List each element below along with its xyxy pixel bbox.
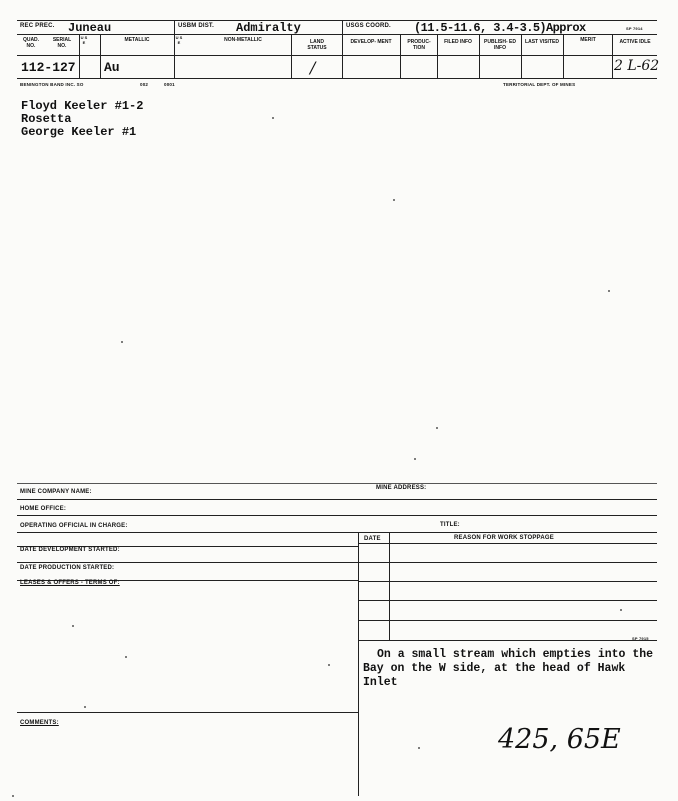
col-quad: QUAD. NO. [22,37,40,49]
rec-prec-value: Juneau [68,21,112,35]
code-2: 0001 [164,82,175,87]
code-1: 002 [140,82,149,87]
date-prod-started-label: DATE PRODUCTION STARTED: [20,565,115,571]
leases-label: LEASES & OFFERS - TERMS OF: [20,580,120,586]
active-idle-value: 2 L-62 [614,58,660,74]
home-office-label: HOME OFFICE: [20,506,67,512]
land-status-mark: / [310,58,316,77]
col-development: DEVELOP- MENT [350,39,392,45]
mine-company-name-label: MINE COMPANY NAME: [20,489,92,495]
col-use-1: U S E [80,35,88,45]
mine-name-3: George Keeler #1 [21,125,137,139]
handwritten-code: 425, 65E [498,724,621,755]
date-dev-started-label: DATE DEVELOPMENT STARTED: [20,547,120,553]
col-published-info: PUBLISH- ED INFO [484,39,516,51]
col-active-idle: ACTIVE IDLE [619,39,651,45]
col-filed-info: FILED INFO [444,39,472,45]
usgs-coord-label: USGS COORD. [346,23,391,29]
mine-name-2: Rosetta [21,112,72,126]
col-non-metallic: NON-METALLIC [224,37,262,43]
mine-address-label: MINE ADDRESS: [376,485,427,491]
department-text: TERRITORIAL DEPT. OF MINES [503,82,576,87]
col-production: PRODUC- TION [407,39,431,51]
usbm-dist-value: Admiralty [236,21,301,35]
col-use-2: U S E [175,35,183,45]
rec-prec-label: REC PREC. [20,23,55,29]
form-number: SP 7914 [626,26,643,31]
metallic-value: Au [104,60,120,75]
col-metallic: METALLIC [124,37,150,43]
date-column-header: DATE [364,536,381,542]
printer-text: BENINGTON BAND INC. SO [20,82,84,87]
col-merit: MERIT [580,37,596,43]
col-last-visited: LAST VISITED [525,39,559,45]
location-description: On a small stream which empties into the Bay on the W side, at the head of Hawk Inlet [363,648,654,689]
quad-serial-value: 112-127 [21,60,76,75]
reason-column-header: REASON FOR WORK STOPPAGE [454,535,554,541]
col-land-status: LAND STATUS [307,39,327,51]
form-number-2: SP 7915 [632,636,649,641]
operating-official-label: OPERATING OFFICIAL IN CHARGE: [20,523,128,529]
usgs-coord-value: (11.5-11.6, 3.4-3.5)Approx [414,21,586,35]
title-label: TITLE: [440,522,460,528]
usbm-dist-label: USBM DIST. [178,23,215,29]
comments-label: COMMENTS: [20,720,59,726]
col-serial: SERIAL NO. [52,37,72,49]
mine-name-1: Floyd Keeler #1-2 [21,99,144,113]
